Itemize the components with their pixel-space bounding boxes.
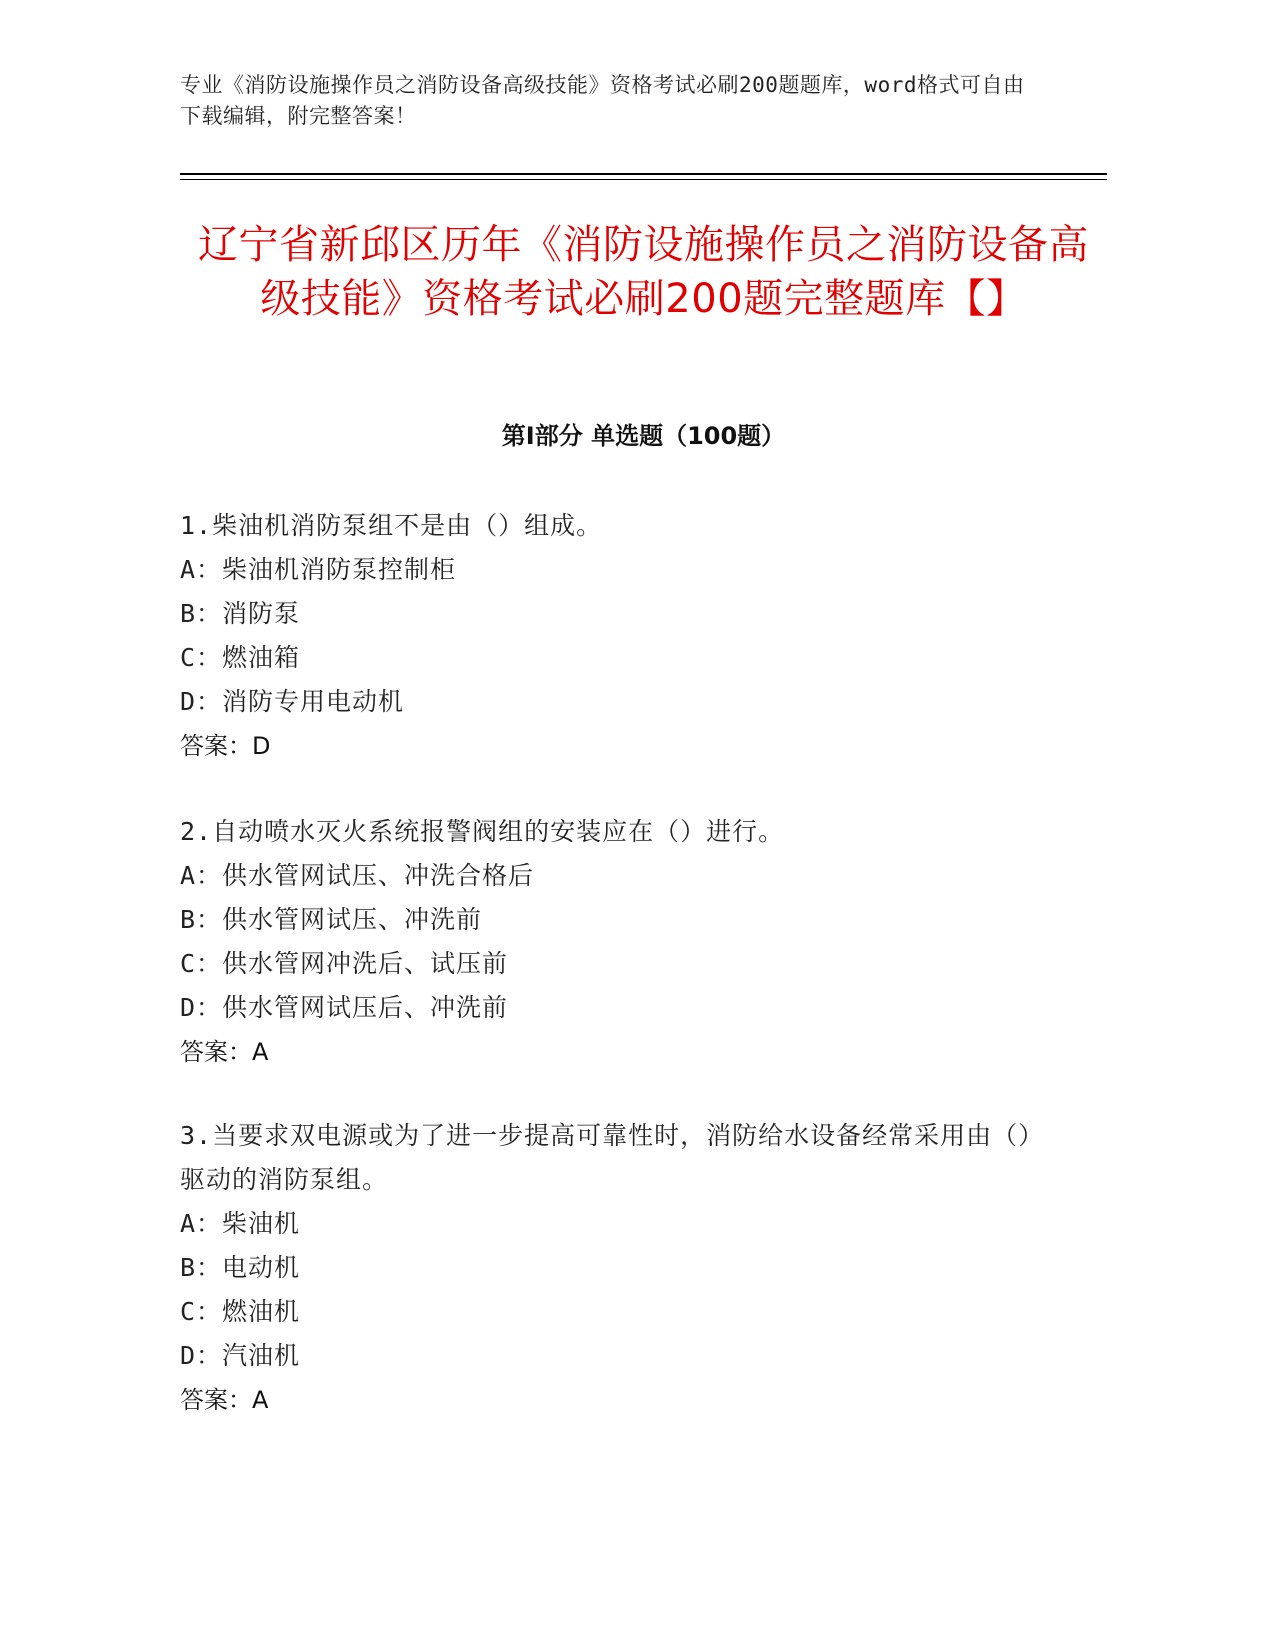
header-note: 专业《消防设施操作员之消防设备高级技能》资格考试必刷200题题库，word格式可自由下载编辑，附完整答案！ (180, 73, 1025, 128)
option-d: D：消防专用电动机 (180, 687, 405, 716)
option-d: D：汽油机 (180, 1341, 301, 1370)
option-c: C：燃油箱 (180, 643, 301, 672)
option-a: A：供水管网试压、冲洗合格后 (180, 861, 535, 890)
question-1 (180, 504, 1040, 768)
header-divider-thick (180, 173, 1107, 175)
option-a: A：柴油机 (180, 1209, 301, 1238)
option-b: B：电动机 (180, 1253, 301, 1282)
option-d: D：供水管网试压后、冲洗前 (180, 993, 509, 1022)
document-title: 辽宁省新邱区历年《消防设施操作员之消防设备高级技能》资格考试必刷200题完整题库【】 (198, 222, 1089, 322)
option-b: B：供水管网试压、冲洗前 (180, 905, 483, 934)
option-a: A：柴油机消防泵控制柜 (180, 555, 457, 584)
question-stem: 2.自动喷水灭火系统报警阀组的安装应在（）进行。 (180, 817, 785, 846)
option-b: B：消防泵 (180, 599, 301, 628)
question-2 (180, 810, 1040, 1074)
answer: 答案：A (180, 1038, 269, 1066)
question-3 (180, 1114, 1040, 1422)
answer: 答案：D (180, 732, 271, 760)
section-heading: 第I部分 单选题（100题） (501, 422, 786, 450)
answer: 答案：A (180, 1386, 269, 1414)
option-c: C：燃油机 (180, 1297, 301, 1326)
question-stem: 1.柴油机消防泵组不是由（）组成。 (180, 511, 603, 540)
header-divider-thin (180, 179, 1107, 180)
option-c: C：供水管网冲洗后、试压前 (180, 949, 509, 978)
question-stem: 3.当要求双电源或为了进一步提高可靠性时，消防给水设备经常采用由（）驱动的消防泵组。 (180, 1121, 1032, 1194)
